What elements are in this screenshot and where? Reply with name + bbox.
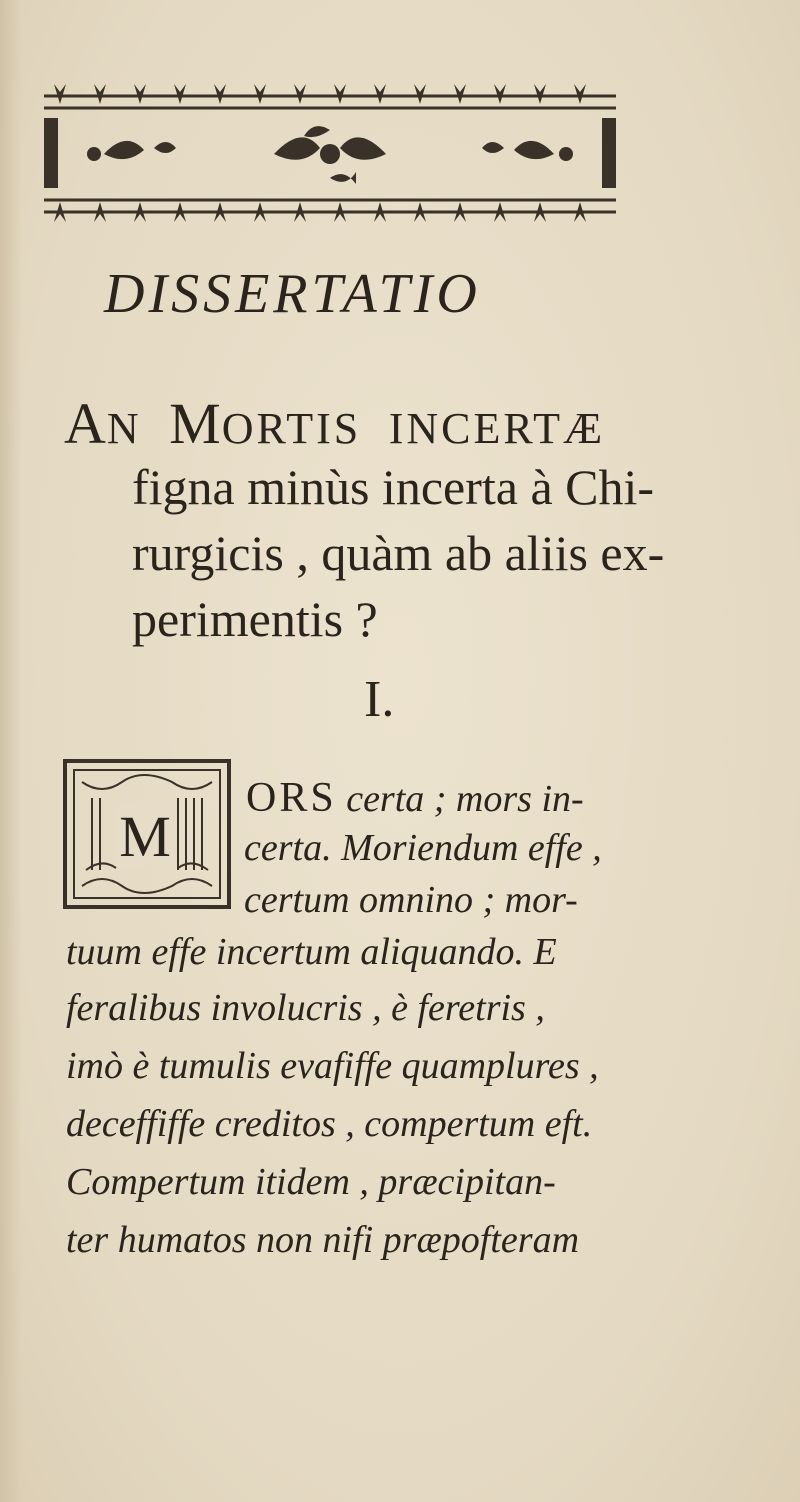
body-line-7: deceffiffe creditos , compertum eft. xyxy=(66,1103,593,1145)
question-line-2: figna minùs incerta à Chi- xyxy=(132,459,655,515)
small-caps-n: N xyxy=(106,404,142,453)
initial-capital-a: A xyxy=(64,391,107,456)
ornamental-headpiece xyxy=(34,78,626,228)
body-line-8: Compertum itidem , præcipitan- xyxy=(66,1161,556,1203)
body-line-1 xyxy=(246,774,584,822)
small-caps-ortis: ORTIS xyxy=(221,404,362,453)
body-line-1-text: certa ; mors in- xyxy=(346,778,584,820)
body-line-1-caps: ORS xyxy=(246,775,337,821)
question-line-3: rurgicis , quàm ab aliis ex- xyxy=(132,525,665,581)
body-line-2: certa. Moriendum effe , xyxy=(244,827,602,869)
decorated-initial-m xyxy=(62,758,232,910)
body-line-9: ter humatos non nifi præpofteram xyxy=(66,1219,580,1261)
question-line-4: perimentis ? xyxy=(132,591,378,647)
small-caps-incertae: INCERTÆ xyxy=(388,404,606,453)
initial-letter-text: M xyxy=(119,804,171,869)
question-line-1 xyxy=(64,390,784,457)
initial-capital-m: M xyxy=(169,391,222,456)
body-line-3: certum omnino ; mor- xyxy=(244,879,578,921)
body-line-6: imò è tumulis evafiffe quamplures , xyxy=(66,1045,599,1087)
body-line-4: tuum effe incertum aliquando. E xyxy=(66,931,557,973)
page-title: DISSERTATIO xyxy=(104,263,481,325)
section-number: I. xyxy=(364,671,395,728)
page-gutter xyxy=(0,0,22,1502)
body-line-5: feralibus involucris , è feretris , xyxy=(66,987,545,1029)
